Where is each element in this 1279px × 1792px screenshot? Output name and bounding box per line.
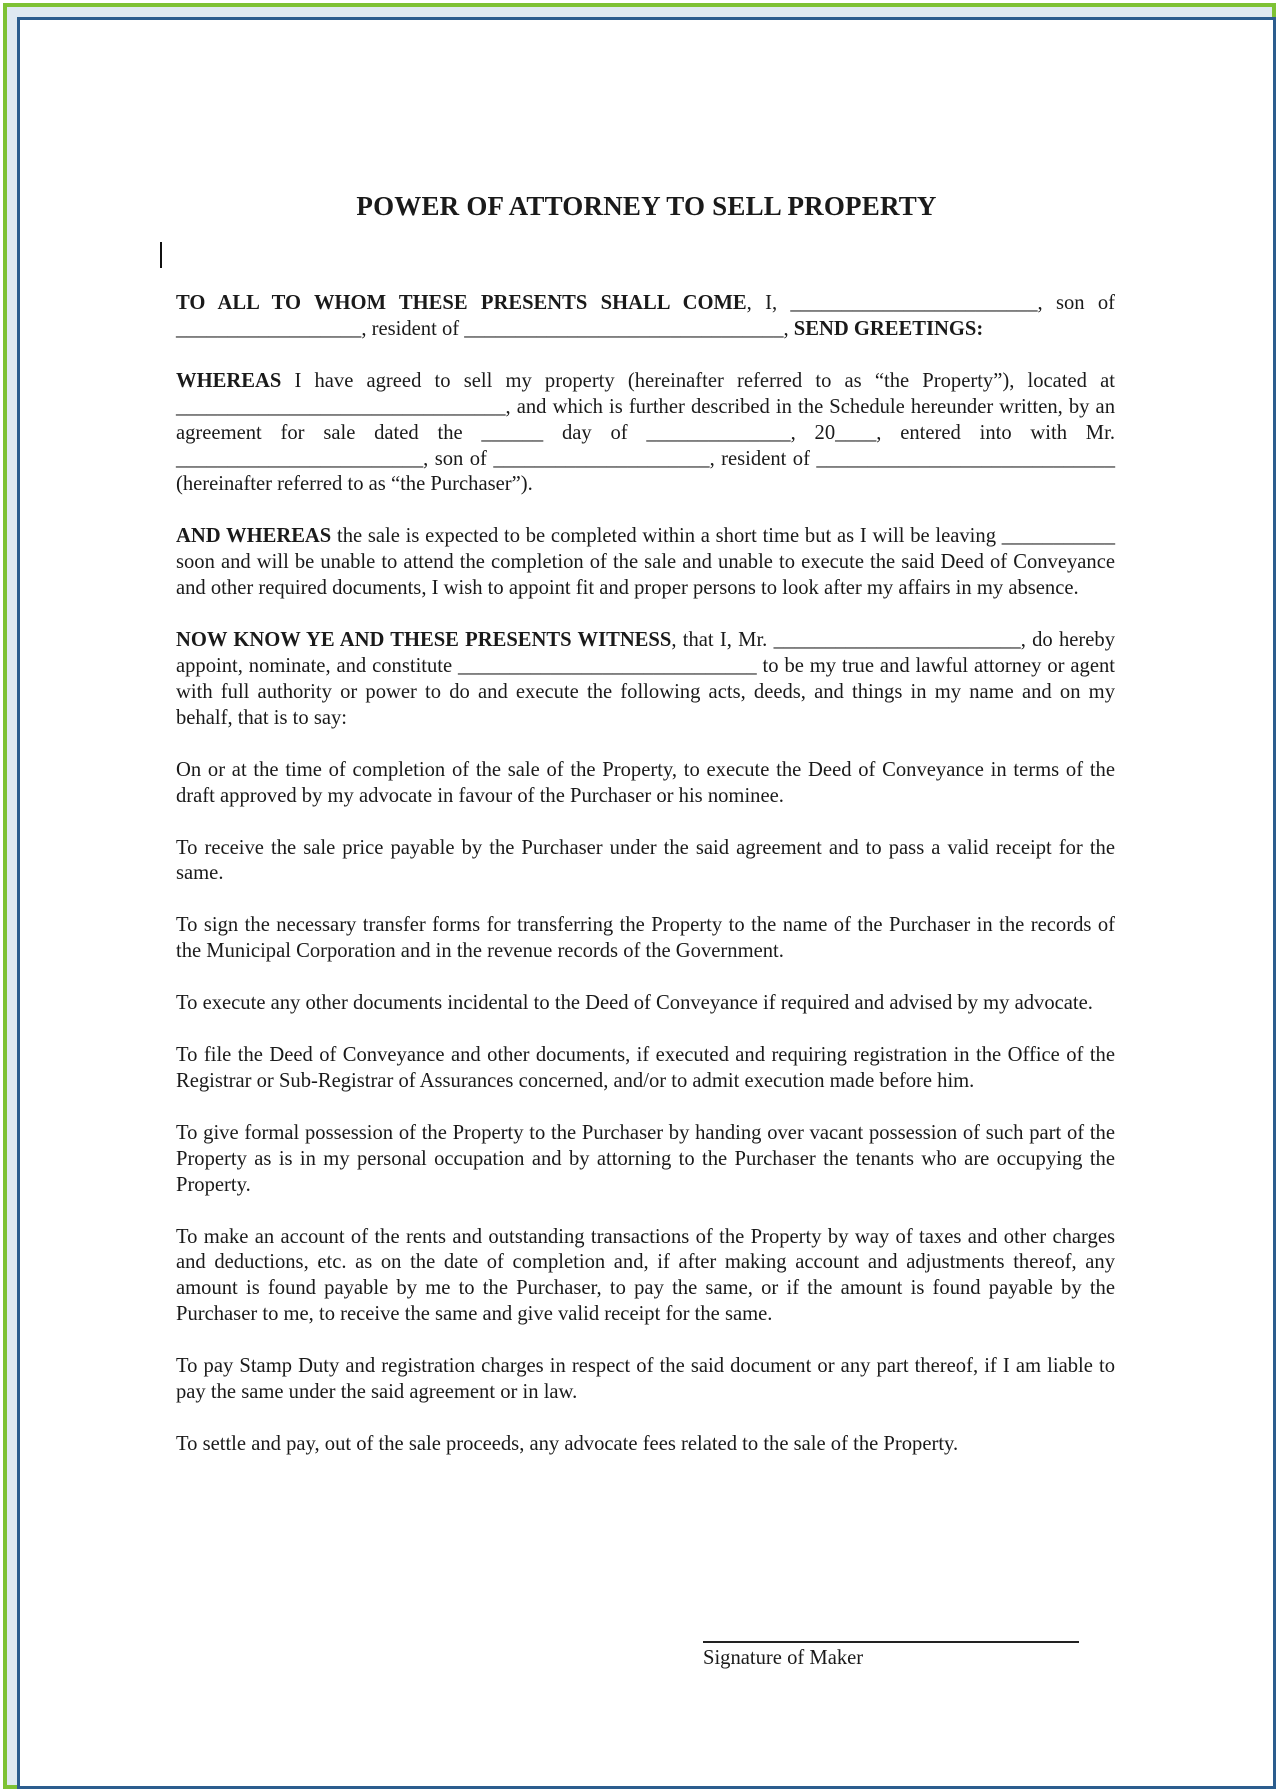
text-cursor	[160, 242, 162, 268]
now-know-ye-text: , that I, Mr. ________________________, do hereby appoint, nominate, and constitute _____________________________ to be my true and lawful attorney or agent with full authority or power to do and execute the following acts, deeds, and things in my name and on my behalf, that is to say:	[176, 629, 1115, 729]
clause-paragraph: To sign the necessary transfer forms for transferring the Property to the name of the Purchaser in the records of the Municipal Corporation and in the revenue records of the Government.	[176, 914, 1115, 963]
clause-paragraph: To execute any other documents incidental to the Deed of Conveyance if required and advised by my advocate.	[176, 992, 1093, 1015]
document-body	[176, 291, 1115, 1484]
now-know-ye-lead: NOW KNOW YE AND THESE PRESENTS WITNESS	[176, 629, 672, 652]
clause-paragraph: On or at the time of completion of the sale of the Property, to execute the Deed of Conveyance in terms of the draft approved by my advocate in favour of the Purchaser or his nominee.	[176, 758, 1115, 807]
clause-paragraph: To settle and pay, out of the sale proceeds, any advocate fees related to the sale of the Property.	[176, 1433, 959, 1455]
paragraph-greeting	[176, 291, 1115, 343]
outer-frame	[3, 3, 1276, 1789]
clause-paragraph: To receive the sale price payable by the Purchaser under the said agreement and to pass a valid receipt for the same.	[176, 836, 1115, 885]
paragraph-and-whereas	[176, 524, 1115, 602]
and-whereas-text: the sale is expected to be completed within a short time but as I will be leaving ___________ soon and will be unable to attend the completion of the sale and unable to execute the said Deed of Conveyance and other required documents, I wish to appoint fit and proper persons to look after my affairs in my absence.	[176, 525, 1115, 600]
clause-paragraph: To file the Deed of Conveyance and other documents, if executed and requiring registration in the Office of the Registrar or Sub-Registrar of Assurances concerned, and/or to admit execution made before him.	[176, 1044, 1115, 1092]
signature-block	[703, 1641, 1079, 1670]
greeting-tail: SEND GREETINGS:	[793, 317, 984, 340]
signature-line	[703, 1641, 1079, 1643]
clause-paragraph: To make an account of the rents and outstanding transactions of the Property by way of taxes and other charges and deductions, etc. as on the date of completion and, if after making account and adjustments thereof, any amount is found payable by me to the Purchaser, to pay the same, or if the amount is found payable by the Purchaser to me, to receive the same and give valid receipt for the same.	[176, 1225, 1115, 1326]
whereas-text: I have agreed to sell my property (hereinafter referred to as “the Property”), located at ________________________________, and which is further described in the Schedule hereunder written, by an agreement for sale dated the ______ day of ______________, 20____, entered into with Mr. ________________________, son of _____________________, resident of _____________________________ (hereinafter referred to as “the Purchaser”).	[176, 369, 1115, 496]
clause-paragraph: To pay Stamp Duty and registration charges in respect of the said document or any part thereof, if I am liable to pay the same under the said agreement or in law.	[176, 1355, 1115, 1404]
whereas-lead: WHEREAS	[176, 369, 282, 392]
greeting-text: , I, ________________________, son of __________________, resident of _______________________________,	[176, 292, 1115, 340]
and-whereas-lead: AND WHEREAS	[176, 525, 332, 548]
document-title: POWER OF ATTORNEY TO SELL PROPERTY	[356, 191, 937, 221]
document-page	[23, 23, 1270, 1783]
signature-label: Signature of Maker	[703, 1647, 864, 1669]
inner-frame	[17, 17, 1276, 1789]
clause-paragraph: To give formal possession of the Property to the Purchaser by handing over vacant possession of such part of the Property as is in my personal occupation and by attorning to the Purchaser the tenants who are occupying the Property.	[176, 1121, 1115, 1196]
greeting-lead: TO ALL TO WHOM THESE PRESENTS SHALL COME	[176, 292, 747, 314]
paragraph-now-know-ye	[176, 628, 1115, 732]
paragraph-whereas	[176, 369, 1115, 499]
